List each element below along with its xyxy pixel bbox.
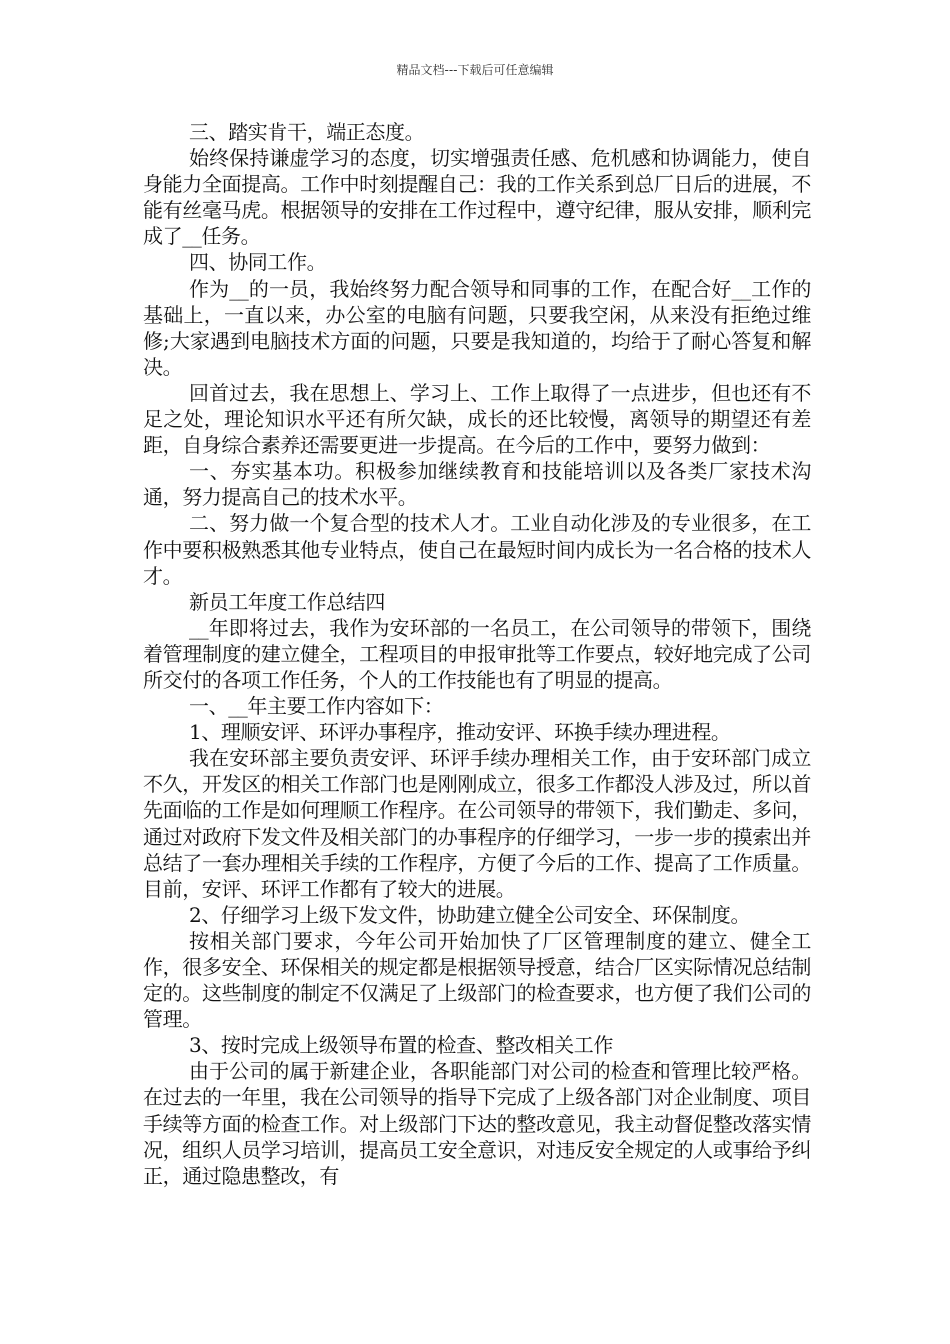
- paragraph: 由于公司的属于新建企业，各职能部门对公司的检查和管理比较严格。在过去的一年里，我在公司领导的指导下完成了上级各部门对企业制度、项目手续等方面的检查工作。对上级部门下达的整改意见，我主动督促整改落实情况，组织人员学习培训，提高员工安全意识，对违反安全规定的人或事给予纠正，通过隐患整改，有: [143, 1059, 811, 1188]
- paragraph: 按相关部门要求，今年公司开始加快了厂区管理制度的建立、健全工作，很多安全、环保相关的规定都是根据领导授意，结合厂区实际情况总结制定的。这些制度的制定不仅满足了上级部门的检查要求，也方便了我们公司的管理。: [143, 928, 811, 1032]
- paragraph: __年即将过去，我作为安环部的一名员工，在公司领导的带领下，围绕着管理制度的建立健全，工程项目的申报审批等工作要点，较好地完成了公司所交付的各项工作任务，个人的工作技能也有了明显的提高。: [143, 615, 811, 692]
- paragraph: 作为__的一员，我始终努力配合领导和同事的工作，在配合好__工作的基础上，一直以来，办公室的电脑有问题，只要我空闲，从来没有拒绝过维修;大家遇到电脑技术方面的问题，只要是我知道的，均给于了耐心答复和解决。: [143, 276, 811, 379]
- paragraph: 回首过去，我在思想上、学习上、工作上取得了一点进步，但也还有不足之处，理论知识水平还有所欠缺，成长的还比较慢，离领导的期望还有差距，自身综合素养还需要更进一步提高。在今后的工作中，要努力做到：: [143, 380, 811, 458]
- paragraph: 我在安环部主要负责安评、环评手续办理相关工作，由于安环部门成立不久，开发区的相关工作部门也是刚刚成立，很多工作都没人涉及过，所以首先面临的工作是如何理顺工作程序。在公司领导的带领下，我们勤走、多问，通过对政府下发文件及相关部门的办事程序的仔细学习，一步一步的摸索出并总结了一套办理相关手续的工作程序，方便了今后的工作、提高了工作质量。目前，安评、环评工作都有了较大的进展。: [143, 746, 811, 901]
- document-body: [143, 119, 811, 1189]
- list-item-heading: 3、按时完成上级领导布置的检查、整改相关工作: [189, 1033, 613, 1058]
- paragraph: 始终保持谦虚学习的态度，切实增强责任感、危机感和协调能力，使自身能力全面提高。工作中时刻提醒自己：我的工作关系到总厂日后的进展，不能有丝毫马虎。根据领导的安排在工作过程中，遵守纪律，服从安排，顺利完成了__任务。: [143, 146, 811, 249]
- document-subtitle: 新员工年度工作总结四: [189, 589, 385, 614]
- list-item: 二、努力做一个复合型的技术人才。工业自动化涉及的专业很多，在工作中要积极熟悉其他专业特点，使自己在最短时间内成长为一名合格的技术人才。: [143, 511, 811, 588]
- section-heading-4: 四、协同工作。: [189, 250, 327, 275]
- list-item-heading: 2、仔细学习上级下发文件，协助建立健全公司安全、环保制度。: [189, 902, 751, 927]
- page-header: 精品文档---下载后可任意编辑: [396, 63, 554, 77]
- section-heading: 一、__年主要工作内容如下：: [189, 694, 444, 719]
- list-item: 一、夯实基本功。积极参加继续教育和技能培训以及各类厂家技术沟通，努力提高自己的技术水平。: [143, 459, 811, 510]
- section-heading-3: 三、踏实肯干，端正态度。: [189, 120, 425, 144]
- list-item-heading: 1、理顺安评、环评办事程序，推动安评、环换手续办理进程。: [189, 720, 731, 745]
